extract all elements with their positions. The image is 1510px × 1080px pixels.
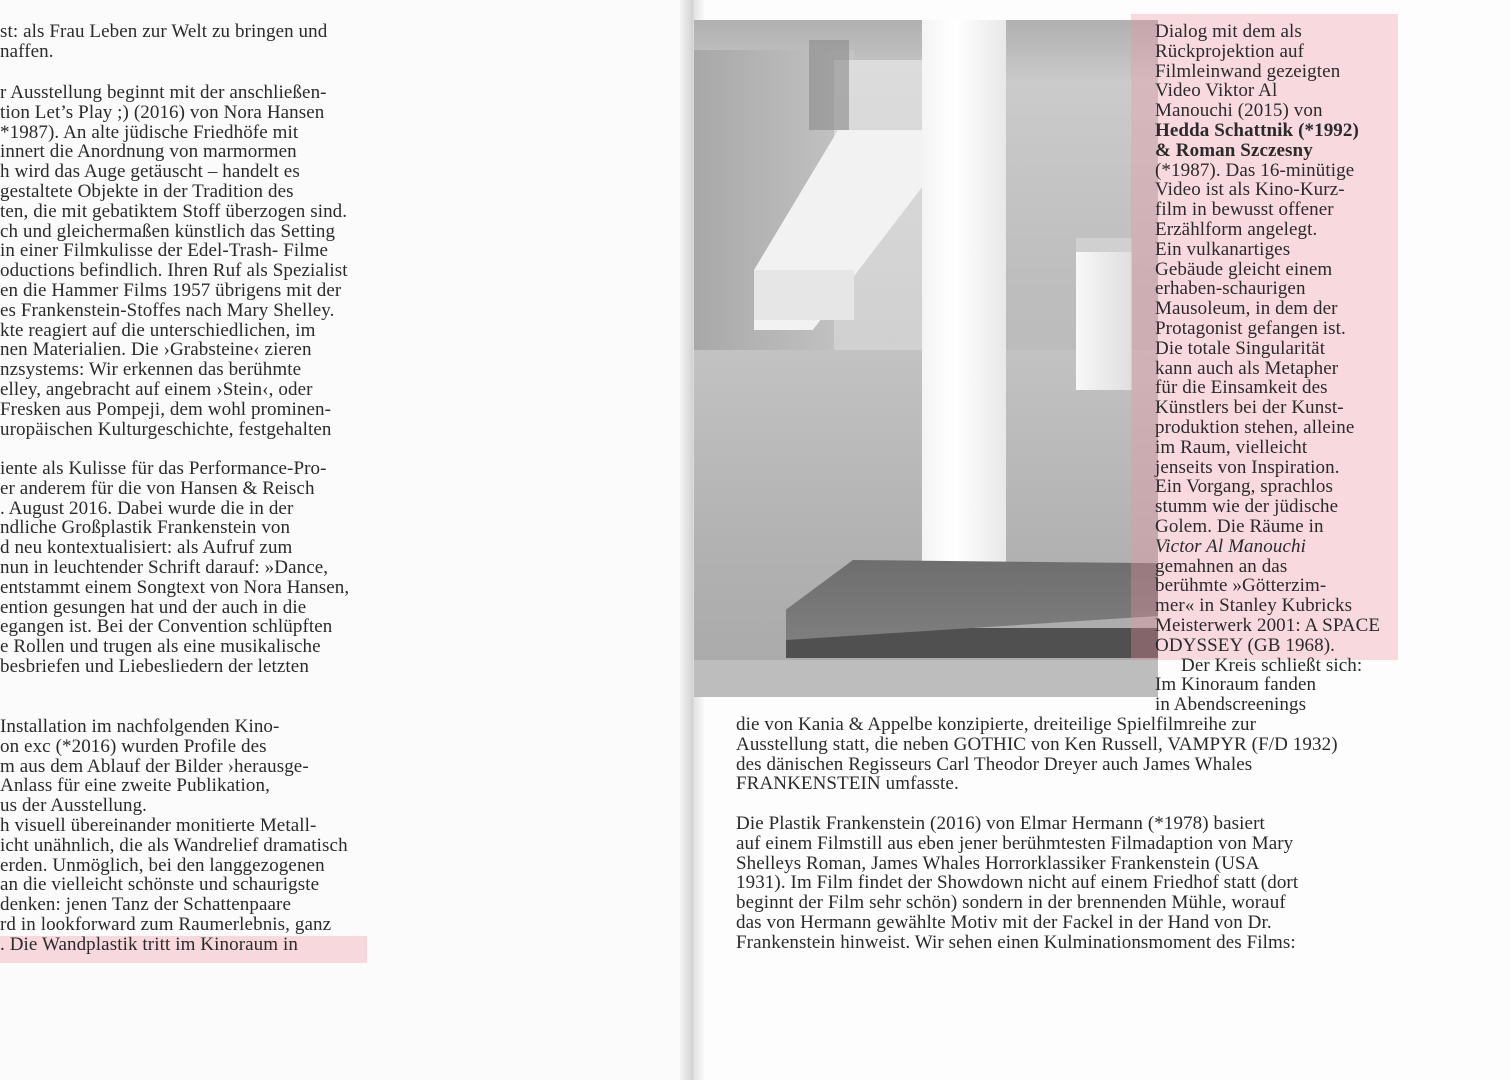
text-line: das von Hermann gewählte Motiv mit der Fackel in der Hand von Dr.	[736, 911, 1272, 933]
text-line: on exc (*2016) wurden Profile des	[0, 735, 267, 757]
text-line: Frankenstein hinweist. Wir sehen einen Kulminationsmoment des Films:	[736, 931, 1296, 953]
text-line: nzsystems: Wir erkennen das berühmte	[0, 359, 302, 381]
text-line: berühmte »Götterzim-	[1155, 575, 1327, 597]
left-paragraph-3	[0, 459, 349, 677]
text-line: Hedda Schattnik (*1992)	[1155, 119, 1359, 141]
photo-plinth-object	[1076, 238, 1132, 252]
text-line: . August 2016. Dabei wurde die in der	[0, 497, 294, 519]
text-line: Gebäude gleicht einem	[1155, 258, 1333, 280]
left-paragraph-2	[0, 83, 348, 439]
right-paragraph-2	[736, 814, 1298, 953]
text-line: ch und gleichermaßen künstlich das Setting	[0, 220, 336, 242]
text-line: uropäischen Kulturgeschichte, festgehalten	[0, 418, 332, 440]
text-line: ention gesungen hat und der auch in die	[0, 596, 307, 618]
text-line: 1931). Im Film findet der Showdown nicht auf einem Friedhof statt (dort	[736, 872, 1299, 894]
text-line: iente als Kulisse für das Performance-Pro-	[0, 458, 327, 479]
text-line: des dänischen Regisseurs Carl Theodor Dreyer auch James Whales	[736, 753, 1253, 775]
text-line: Golem. Die Räume in	[1155, 515, 1324, 537]
left-paragraph-4	[0, 717, 348, 955]
photo-plinth	[1076, 240, 1132, 390]
text-line: icht unähnlich, die als Wandrelief dramatisch	[0, 834, 348, 856]
text-line: produktion stehen, alleine	[1155, 416, 1355, 438]
text-line: h visuell übereinander monitierte Metall-	[0, 814, 317, 836]
gallery-photo	[694, 20, 1158, 697]
text-line: ten, die mit gebatiktem Stoff überzogen sind.	[0, 200, 348, 222]
text-line: es Frankenstein-Stoffes nach Mary Shelley.	[0, 299, 335, 321]
text-line: jenseits von Inspiration.	[1155, 456, 1340, 478]
text-line: m aus dem Ablauf der Bilder ›herausge-	[0, 755, 309, 777]
text-line: film in bewusst offener	[1155, 199, 1334, 221]
text-line: . Die Wandplastik tritt im Kinoraum in	[0, 933, 298, 955]
text-line: besbriefen und Liebesliedern der letzten	[0, 655, 309, 677]
text-line-content: tion Let’s Play ;) (2016) von Nora Hansen	[0, 101, 325, 123]
text-line: *1987). An alte jüdische Friedhöfe mit	[0, 121, 299, 143]
text-line: Die totale Singularität	[1155, 337, 1326, 359]
photo-bench-side	[754, 270, 854, 320]
text-line: en die Hammer Films 1957 übrigens mit der	[0, 279, 342, 301]
text-line: r Ausstellung beginnt mit der anschließen-	[0, 82, 327, 103]
text-line: Ein vulkanartiges	[1155, 238, 1291, 260]
text-line: Manouchi (2015) von	[1155, 100, 1323, 122]
text-line: Fresken aus Pompeji, dem wohl prominen-	[0, 398, 332, 420]
text-line: stumm wie der jüdische	[1155, 496, 1339, 518]
text-line	[0, 103, 348, 123]
text-line: ndliche Großplastik Frankenstein von	[0, 517, 291, 539]
text-line: Victor Al Manouchi	[1155, 535, 1306, 557]
text-line: beginnt der Film sehr schön) sondern in der brennenden Mühle, worauf	[736, 892, 1286, 914]
text-line: elley, angebracht auf einem ›Stein‹, oder	[0, 378, 313, 400]
text-line: entstammt einem Songtext von Nora Hansen,	[0, 576, 350, 598]
text-line: us der Ausstellung.	[0, 795, 148, 817]
text-line: erhaben-schaurigen	[1155, 278, 1306, 300]
text-line: (*1987). Das 16-minütige	[1155, 159, 1355, 181]
left-paragraph-1	[0, 22, 327, 62]
text-line: Rückprojektion auf	[1155, 40, 1305, 62]
text-line: im Raum, vielleicht	[1155, 436, 1308, 458]
text-line: gemahnen an das	[1155, 555, 1288, 577]
text-line: Ausstellung statt, die neben GOTHIC von Ken Russell, VAMPYR (F/D 1932)	[736, 733, 1338, 755]
text-line: Shelleys Roman, James Whales Horrorklassiker Frankenstein (USA	[736, 852, 1260, 874]
text-line: Ein Vorgang, sprachlos	[1155, 476, 1333, 498]
text-line: für die Einsamkeit des	[1155, 377, 1328, 399]
text-line: erden. Unmöglich, bei den langgezogenen	[0, 854, 325, 876]
text-line: kann auch als Metapher	[1155, 357, 1339, 379]
text-line: Video Viktor Al	[1155, 80, 1278, 102]
text-line: die von Kania & Appelbe konzipierte, dreiteilige Spielfilmreihe zur	[736, 714, 1257, 735]
text-line: Erzählform angelegt.	[1155, 218, 1318, 240]
text-line: an die vielleicht schönste und schaurigste	[0, 874, 320, 896]
text-line: d neu kontextualisiert: als Aufruf zum	[0, 537, 293, 559]
photo-foreground-floor	[694, 660, 1158, 697]
text-line: er anderem für die von Hansen & Reisch	[0, 477, 315, 499]
text-line: Protagonist gefangen ist.	[1155, 317, 1346, 339]
text-line: Meisterwerk 2001: A SPACE	[1155, 614, 1381, 636]
text-line: Video ist als Kino-Kurz-	[1155, 179, 1345, 201]
text-line: nun in leuchtender Schrift darauf: »Dance,	[0, 556, 329, 578]
text-line: gestaltete Objekte in der Tradition des	[0, 180, 294, 202]
text-line: Im Kinoraum fanden	[1155, 674, 1317, 696]
text-line: denken: jenen Tanz der Schattenpaare	[0, 894, 292, 916]
text-line: Anlass für eine zweite Publikation,	[0, 775, 270, 797]
text-line: Mausoleum, in dem der	[1155, 298, 1338, 320]
text-line: nen Materialien. Die ›Grabsteine‹ zieren	[0, 339, 312, 361]
text-line: naffen.	[0, 40, 54, 62]
text-line: rd in lookforward zum Raumerlebnis, ganz	[0, 913, 332, 935]
text-line: h wird das Auge getäuscht – handelt es	[0, 161, 300, 183]
text-line: egangen ist. Bei der Convention schlüpften	[0, 616, 333, 638]
text-line: st: als Frau Leben zur Welt zu bringen und	[0, 21, 328, 42]
photo-distant-sculpture	[809, 40, 849, 130]
text-line: Dialog mit dem als	[1155, 21, 1302, 42]
text-line: oductions befindlich. Ihren Ruf als Spezialist	[0, 260, 348, 282]
text-line: innert die Anordnung von marmormen	[0, 141, 297, 163]
text-line: Installation im nachfolgenden Kino-	[0, 716, 280, 737]
text-line: Der Kreis schließt sich:	[1181, 654, 1363, 676]
text-line: Filmleinwand gezeigten	[1155, 60, 1341, 82]
text-line: & Roman Szczesny	[1155, 139, 1313, 161]
text-line: e Rollen und trugen als eine musikalische	[0, 636, 321, 658]
text-line: in einer Filmkulisse der Edel-Trash- Filme	[0, 240, 329, 262]
text-line: ODYSSEY (GB 1968).	[1155, 634, 1336, 656]
text-line: kte reagiert auf die unterschiedlichen, im	[0, 319, 316, 341]
right-column-text	[1155, 22, 1380, 715]
text-line: in Abendscreenings	[1155, 694, 1307, 716]
text-line: Künstlers bei der Kunst-	[1155, 397, 1344, 419]
photo-column	[922, 20, 1006, 580]
text-line: auf einem Filmstill aus eben jener berühmtesten Filmadaption von Mary	[736, 832, 1294, 854]
text-line: FRANKENSTEIN umfasste.	[736, 773, 959, 795]
right-paragraph-1	[736, 715, 1338, 794]
text-line: mer« in Stanley Kubricks	[1155, 595, 1353, 617]
text-line: Die Plastik Frankenstein (2016) von Elmar Hermann (*1978) basiert	[736, 813, 1265, 834]
